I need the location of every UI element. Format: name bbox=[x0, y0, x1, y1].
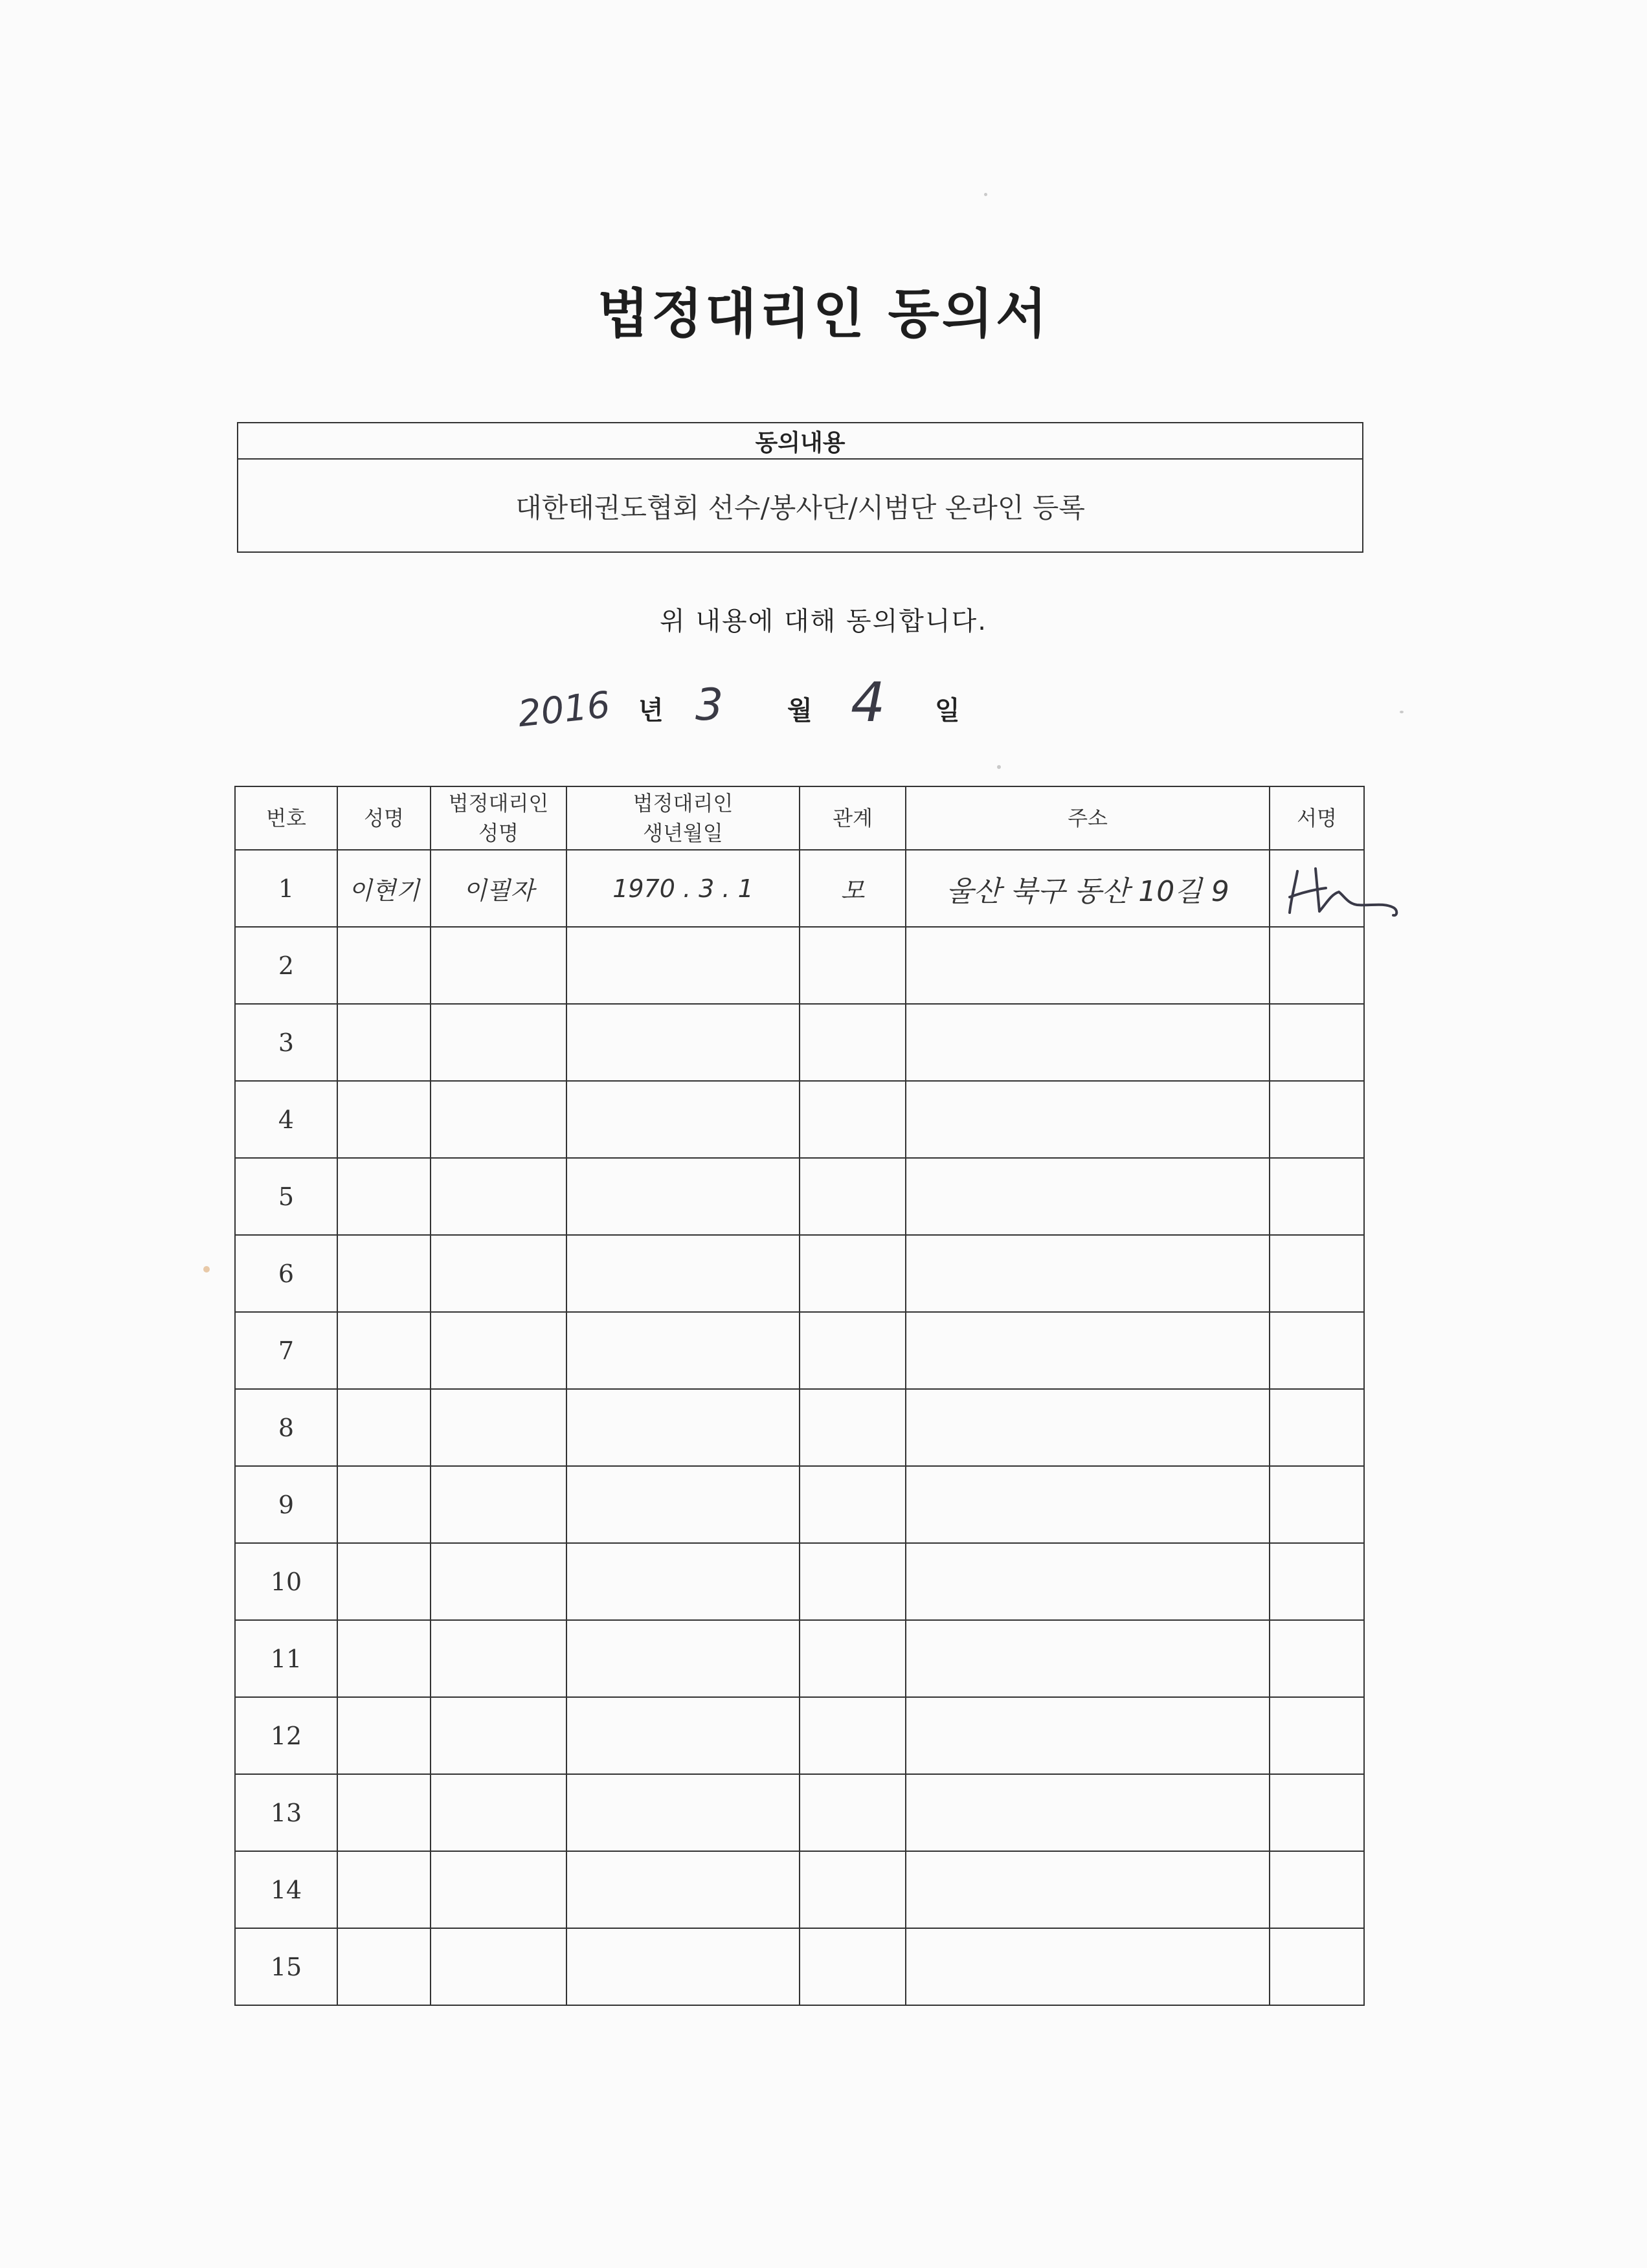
table-row bbox=[235, 1697, 1364, 1774]
date-year-handwritten: 2016 bbox=[515, 684, 612, 736]
row-number: 2 bbox=[235, 927, 337, 1004]
row-number: 9 bbox=[235, 1466, 337, 1543]
row-number: 7 bbox=[235, 1312, 337, 1389]
row-number: 13 bbox=[235, 1774, 337, 1851]
cell-guardian-name: 이필자 bbox=[431, 850, 566, 927]
date-day-handwritten: 4 bbox=[851, 671, 886, 734]
cell-guardian-birth: 1970 . 3 . 1 bbox=[566, 850, 800, 927]
table-row bbox=[235, 1928, 1364, 2005]
row-number: 8 bbox=[235, 1389, 337, 1466]
scan-speck bbox=[1400, 711, 1404, 713]
row-number: 12 bbox=[235, 1697, 337, 1774]
date-year-label: 년 bbox=[638, 696, 664, 726]
consent-header: 동의내용 bbox=[238, 423, 1362, 460]
table-row bbox=[235, 1235, 1364, 1312]
date-month-handwritten: 3 bbox=[695, 680, 724, 731]
header-guardian-name-line2: 성명 bbox=[478, 821, 519, 845]
row-number: 15 bbox=[235, 1928, 337, 2005]
row-number: 11 bbox=[235, 1620, 337, 1697]
table-row bbox=[235, 1004, 1364, 1081]
row-number: 10 bbox=[235, 1543, 337, 1620]
table-row bbox=[235, 1312, 1364, 1389]
document-title: 법정대리인 동의서 bbox=[597, 284, 1050, 345]
date-day-label: 일 bbox=[935, 696, 960, 726]
header-guardian-birth-line2: 생년월일 bbox=[643, 821, 723, 845]
header-guardian-birth bbox=[566, 786, 800, 850]
table-row bbox=[235, 1158, 1364, 1235]
row-number: 5 bbox=[235, 1158, 337, 1235]
table-row bbox=[235, 1466, 1364, 1543]
date-month-label: 월 bbox=[787, 696, 812, 726]
header-name: 성명 bbox=[337, 786, 431, 850]
table-header-row bbox=[235, 786, 1364, 850]
table-row bbox=[235, 927, 1364, 1004]
scan-speck bbox=[203, 1266, 210, 1273]
table-row bbox=[235, 1774, 1364, 1851]
cell-address: 울산 북구 동산 10길 9 bbox=[906, 850, 1270, 927]
scan-speck bbox=[997, 765, 1001, 769]
table-row bbox=[235, 850, 1364, 927]
header-guardian-birth-line1: 법정대리인 bbox=[633, 791, 734, 816]
table-row bbox=[235, 1620, 1364, 1697]
table-row bbox=[235, 1389, 1364, 1466]
row-number: 1 bbox=[235, 850, 337, 927]
consent-text: 대한태권도협회 선수/봉사단/시범단 온라인 등록 bbox=[515, 492, 1085, 524]
cell-name: 이현기 bbox=[337, 850, 431, 927]
row-number: 4 bbox=[235, 1081, 337, 1158]
header-signature: 서명 bbox=[1270, 786, 1364, 850]
row-number: 3 bbox=[235, 1004, 337, 1081]
agreement-statement: 위 내용에 대해 동의합니다. bbox=[660, 606, 987, 636]
date-line bbox=[0, 671, 1647, 736]
header-relation: 관계 bbox=[800, 786, 906, 850]
header-guardian-name-line1: 법정대리인 bbox=[448, 791, 549, 816]
guardian-table bbox=[234, 786, 1365, 2006]
header-address: 주소 bbox=[906, 786, 1270, 850]
table-row bbox=[235, 1081, 1364, 1158]
row-number: 6 bbox=[235, 1235, 337, 1312]
table-row bbox=[235, 1543, 1364, 1620]
header-number: 번호 bbox=[235, 786, 337, 850]
consent-box bbox=[237, 422, 1363, 553]
handwritten-signature bbox=[1279, 852, 1422, 923]
row-number: 14 bbox=[235, 1851, 337, 1928]
cell-relation: 모 bbox=[800, 850, 906, 927]
scan-speck bbox=[984, 193, 987, 196]
cell-signature bbox=[1270, 850, 1364, 927]
header-guardian-name bbox=[431, 786, 566, 850]
table-row bbox=[235, 1851, 1364, 1928]
